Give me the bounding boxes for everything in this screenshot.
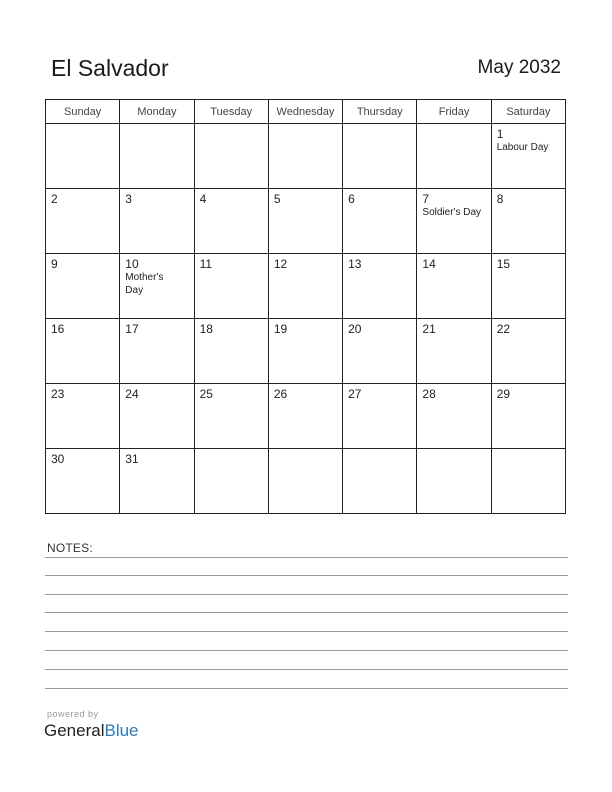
day-number: 24 [125, 387, 139, 401]
day-cell [194, 384, 268, 449]
day-number: 11 [199, 257, 213, 271]
day-number: 15 [496, 257, 511, 271]
calendar-grid [45, 99, 566, 514]
day-number: 3 [125, 192, 132, 206]
day-cell [268, 384, 342, 449]
note-line [45, 650, 568, 651]
day-cell [194, 124, 268, 189]
brand-general: General [44, 721, 105, 740]
day-cell [491, 189, 565, 254]
day-cell [120, 384, 194, 449]
day-cell [491, 384, 565, 449]
day-cell [491, 254, 565, 319]
day-number: 7 [422, 192, 430, 206]
note-line [45, 669, 568, 670]
day-cell [491, 449, 565, 514]
day-number: 22 [496, 322, 511, 336]
day-cell [343, 189, 417, 254]
week-row [46, 319, 566, 384]
weekday-wednesday: Wednesday [268, 100, 342, 124]
day-number: 8 [496, 192, 504, 206]
weekday-monday: Monday [120, 100, 194, 124]
day-cell [491, 319, 565, 384]
day-number: 1 [496, 127, 504, 141]
month-year-title: May 2032 [477, 57, 561, 78]
day-cell [343, 449, 417, 514]
day-number: 5 [273, 192, 281, 206]
day-number: 21 [422, 322, 436, 336]
week-row [46, 254, 566, 319]
day-cell [417, 384, 491, 449]
day-cell [120, 319, 194, 384]
day-cell [343, 254, 417, 319]
day-cell [194, 319, 268, 384]
holiday-label: Mother's Day [125, 272, 164, 296]
day-number: 2 [51, 192, 58, 206]
weekday-tuesday: Tuesday [194, 100, 268, 124]
day-cell [46, 384, 120, 449]
country-title: El Salvador [51, 55, 169, 81]
day-cell [46, 189, 120, 254]
day-cell [343, 124, 417, 189]
day-number: 12 [273, 257, 288, 271]
day-number: 4 [199, 192, 207, 206]
day-number: 30 [51, 452, 65, 466]
weekday-friday: Friday [417, 100, 491, 124]
day-cell [268, 319, 342, 384]
day-number: 19 [273, 322, 288, 336]
day-cell [120, 254, 194, 319]
day-number: 9 [51, 257, 58, 271]
note-line [45, 631, 568, 632]
day-cell [268, 449, 342, 514]
day-cell [46, 319, 120, 384]
day-cell [120, 449, 194, 514]
note-line [45, 594, 568, 595]
day-number: 28 [422, 387, 436, 401]
day-cell [417, 254, 491, 319]
day-cell [343, 319, 417, 384]
week-row [46, 189, 566, 254]
holiday-label: Labour Day [496, 142, 549, 153]
day-cell [120, 124, 194, 189]
day-number: 16 [51, 322, 65, 336]
weekday-saturday: Saturday [491, 100, 565, 124]
notes-label: NOTES: [47, 541, 93, 555]
day-number: 26 [273, 387, 288, 401]
day-cell [46, 254, 120, 319]
day-number: 14 [422, 257, 436, 271]
powered-by-text: powered by [47, 709, 99, 719]
note-line [45, 575, 568, 576]
brand-blue: Blue [104, 721, 139, 740]
weekday-sunday: Sunday [46, 100, 120, 124]
week-row [46, 384, 566, 449]
day-cell [343, 384, 417, 449]
day-number: 27 [348, 387, 362, 401]
day-cell [417, 189, 491, 254]
day-cell [268, 189, 342, 254]
note-line [45, 612, 568, 613]
day-number: 18 [199, 322, 213, 336]
day-cell [268, 254, 342, 319]
day-cell [417, 319, 491, 384]
note-line [45, 557, 568, 558]
brand-logo[interactable] [44, 721, 139, 741]
day-cell [120, 189, 194, 254]
holiday-label: Soldier's Day [422, 207, 482, 218]
day-number: 31 [125, 452, 139, 466]
day-cell [46, 449, 120, 514]
day-number: 6 [348, 192, 355, 206]
day-cell [194, 254, 268, 319]
day-number: 13 [348, 257, 362, 271]
day-number: 10 [125, 257, 139, 271]
week-row [46, 124, 566, 189]
weekday-thursday: Thursday [343, 100, 417, 124]
day-number: 23 [51, 387, 65, 401]
day-cell [46, 124, 120, 189]
day-number: 20 [348, 322, 362, 336]
day-cell [268, 124, 342, 189]
day-cell [417, 449, 491, 514]
day-number: 17 [125, 322, 139, 336]
day-cell [194, 189, 268, 254]
day-number: 25 [199, 387, 213, 401]
day-cell [194, 449, 268, 514]
weekday-header-row [46, 100, 566, 124]
day-cell [491, 124, 565, 189]
day-number: 29 [496, 387, 511, 401]
day-cell [417, 124, 491, 189]
note-line [45, 688, 568, 689]
week-row [46, 449, 566, 514]
